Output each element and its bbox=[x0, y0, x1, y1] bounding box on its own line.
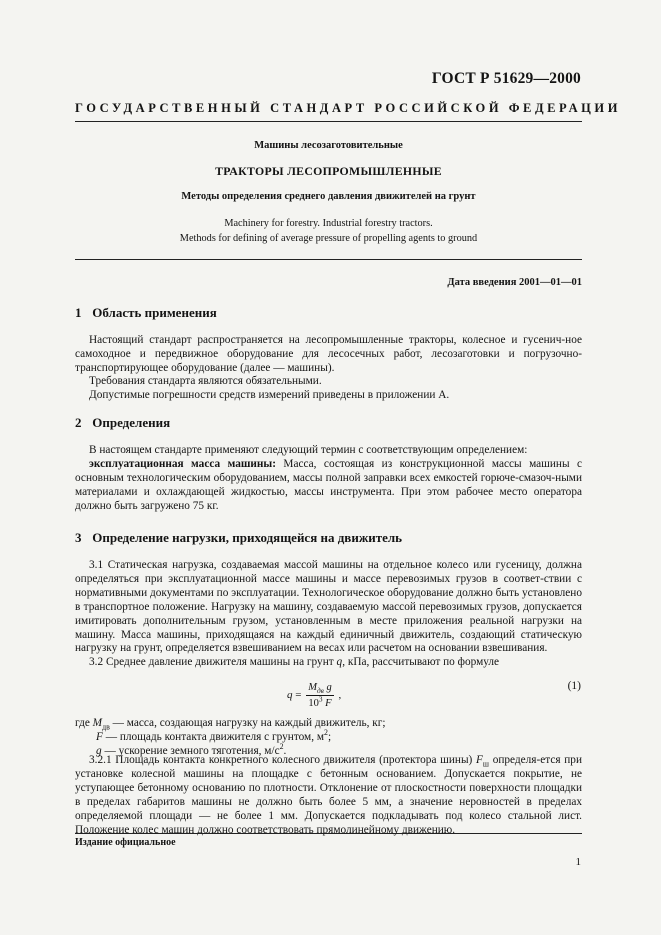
denominator-base: 10 bbox=[308, 698, 319, 709]
gost-number: ГОСТ Р 51629—2000 bbox=[431, 70, 581, 87]
tire-area-subscript: ш bbox=[482, 759, 489, 769]
unit-exponent: 2 bbox=[279, 742, 284, 752]
clause-3-2-1 bbox=[75, 754, 582, 837]
where-line-gravity: g — ускорение земного тяготения, $м/с^2$. bbox=[96, 742, 287, 757]
header-divider bbox=[75, 121, 582, 122]
footer-divider bbox=[75, 833, 582, 834]
official-edition: Издание официальное bbox=[75, 837, 176, 848]
section-number: 2 bbox=[75, 415, 82, 430]
section-2-intro: В настоящем стандарте применяют следующий термин с соответствующим определением: bbox=[89, 444, 528, 456]
mass-symbol: M bbox=[92, 717, 103, 729]
clause-text: 3.2 Среднее давление движителя машины на грунт bbox=[89, 656, 337, 668]
section-1-requirements: Требования стандарта являются обязательными. bbox=[89, 375, 322, 387]
where-text: — масса, создающая нагрузку на каждый движитель, кг; bbox=[109, 717, 386, 729]
state-standard-title: ГОСУДАРСТВЕННЫЙ СТАНДАРТ РОССИЙСКОЙ ФЕДЕРАЦИИ bbox=[75, 101, 621, 115]
mass-symbol: M bbox=[308, 682, 317, 693]
formula-number: (1) bbox=[567, 680, 581, 692]
subject-heading: Машины лесозаготовительные bbox=[254, 140, 403, 151]
section-title: Область применения bbox=[92, 305, 217, 320]
term-definition: Масса, состоящая из конструкционной массы машины с основным технологическим оборудованием, массы полной заправки всех емкостей горюче-смазоч-ными материалами и охлаждающей жидкостью, массы инструмента. При этом рабочее место оператора должно быть загружено 75 кг. bbox=[75, 458, 582, 512]
mass-subscript: дв bbox=[102, 722, 110, 732]
clause-3-2 bbox=[75, 656, 582, 670]
where-punct: ; bbox=[327, 731, 332, 743]
mass-subscript: дв bbox=[316, 686, 324, 696]
section-1-paragraph: Настоящий стандарт распространяется на лесопромышленные тракторы, колесное и гусенич-ное самоходное и передвижное оборудование для лесосечных работ, лесозаготовки и погрузочно-транспортирующее оборудование (далее — машины). bbox=[75, 334, 582, 374]
title-divider bbox=[75, 259, 582, 260]
clause-text: , кПа, рассчитывают по формуле bbox=[342, 656, 500, 668]
section-1-errors: Допустимые погрешности средств измерений приведены в приложении А. bbox=[89, 389, 450, 401]
clause-3-1: 3.1 Статическая нагрузка, создаваемая массой машины на отдельное колесо или гусеницу, должна определяться при эксплуатационной массе машины и массе перевозимых грузов в соответ-ствии с нормативными документами по эксплуатации. Технологическое оборудование должно быть установлено в транспортное положение. Нагрузку на машину, создаваемую массой перевозимых грузов, допускается имитировать дополнительным грузом, установленным в месте приложения реальной нагрузки на машину. Масса машины, приходящаяся на каждый единичный движитель, создающий статическую нагрузку на грунт, определяется взвешиванием на весах или расчетом на основании взвешивания. bbox=[75, 559, 582, 655]
defined-term: эксплуатационная масса машины: bbox=[89, 458, 276, 470]
section-number: 1 bbox=[75, 305, 82, 320]
clause-text: определя-ется при установке колесной машины на площадке с бетонным основанием. Допускается покрытие, не уступающее бетонному основанию по плотности. Отклонение от плоскостности поверхности площадки в пределах габаритов машины не должно быть более 5 мм, а значение неровностей в пределах определяемой площади — не более 1 мм. Допускается подкладывать под колесо стальной лист. Положение колес машин должно соответствовать прямолинейному движению. bbox=[75, 754, 582, 836]
unit-exponent: 2 bbox=[324, 728, 328, 738]
formula-fraction bbox=[306, 681, 334, 710]
methods-title: Методы определения среднего давления движителей на грунт bbox=[181, 191, 476, 202]
main-title: ТРАКТОРЫ ЛЕСОПРОМЫШЛЕННЫЕ bbox=[215, 164, 442, 178]
section-2-definition bbox=[75, 458, 582, 514]
formula-1 bbox=[287, 681, 341, 710]
where-line-mass bbox=[75, 716, 386, 730]
section-number: 3 bbox=[75, 530, 82, 545]
where-text: — площадь контакта движителя с грунтом, м bbox=[102, 731, 324, 743]
area-symbol: F bbox=[96, 731, 103, 743]
gravity-symbol: g bbox=[96, 745, 102, 757]
formula-comma: , bbox=[335, 689, 342, 702]
where-line-area bbox=[96, 730, 331, 744]
section-1-heading bbox=[75, 305, 217, 321]
section-title: Определения bbox=[92, 415, 171, 430]
introduction-date: Дата введения 2001—01—01 bbox=[447, 277, 582, 288]
area-symbol: F bbox=[322, 698, 332, 709]
where-label: где bbox=[75, 717, 93, 729]
equals-sign: = bbox=[292, 689, 305, 702]
formula-lhs: q bbox=[287, 689, 293, 702]
denominator-exponent: 3 bbox=[318, 694, 323, 704]
gravity-symbol: g bbox=[323, 682, 332, 693]
clause-text: 3.2.1 Площадь контакта конкретного колесного движителя (протектора шины) bbox=[89, 754, 476, 766]
english-title-line-1: Machinery for forestry. Industrial forestry tractors. bbox=[224, 218, 433, 229]
english-title-line-2: Methods for defining of average pressure of propelling agents to ground bbox=[179, 233, 478, 244]
page-number: 1 bbox=[575, 856, 581, 868]
tire-area-symbol: F bbox=[476, 754, 483, 766]
section-title: Определение нагрузки, приходящейся на движитель bbox=[92, 530, 403, 545]
section-2-heading bbox=[75, 415, 170, 431]
where-text: — ускорение земного тяготения, м/с bbox=[101, 745, 280, 757]
pressure-symbol: q bbox=[336, 656, 343, 668]
section-3-heading bbox=[75, 530, 402, 546]
formula-denominator bbox=[306, 696, 334, 710]
